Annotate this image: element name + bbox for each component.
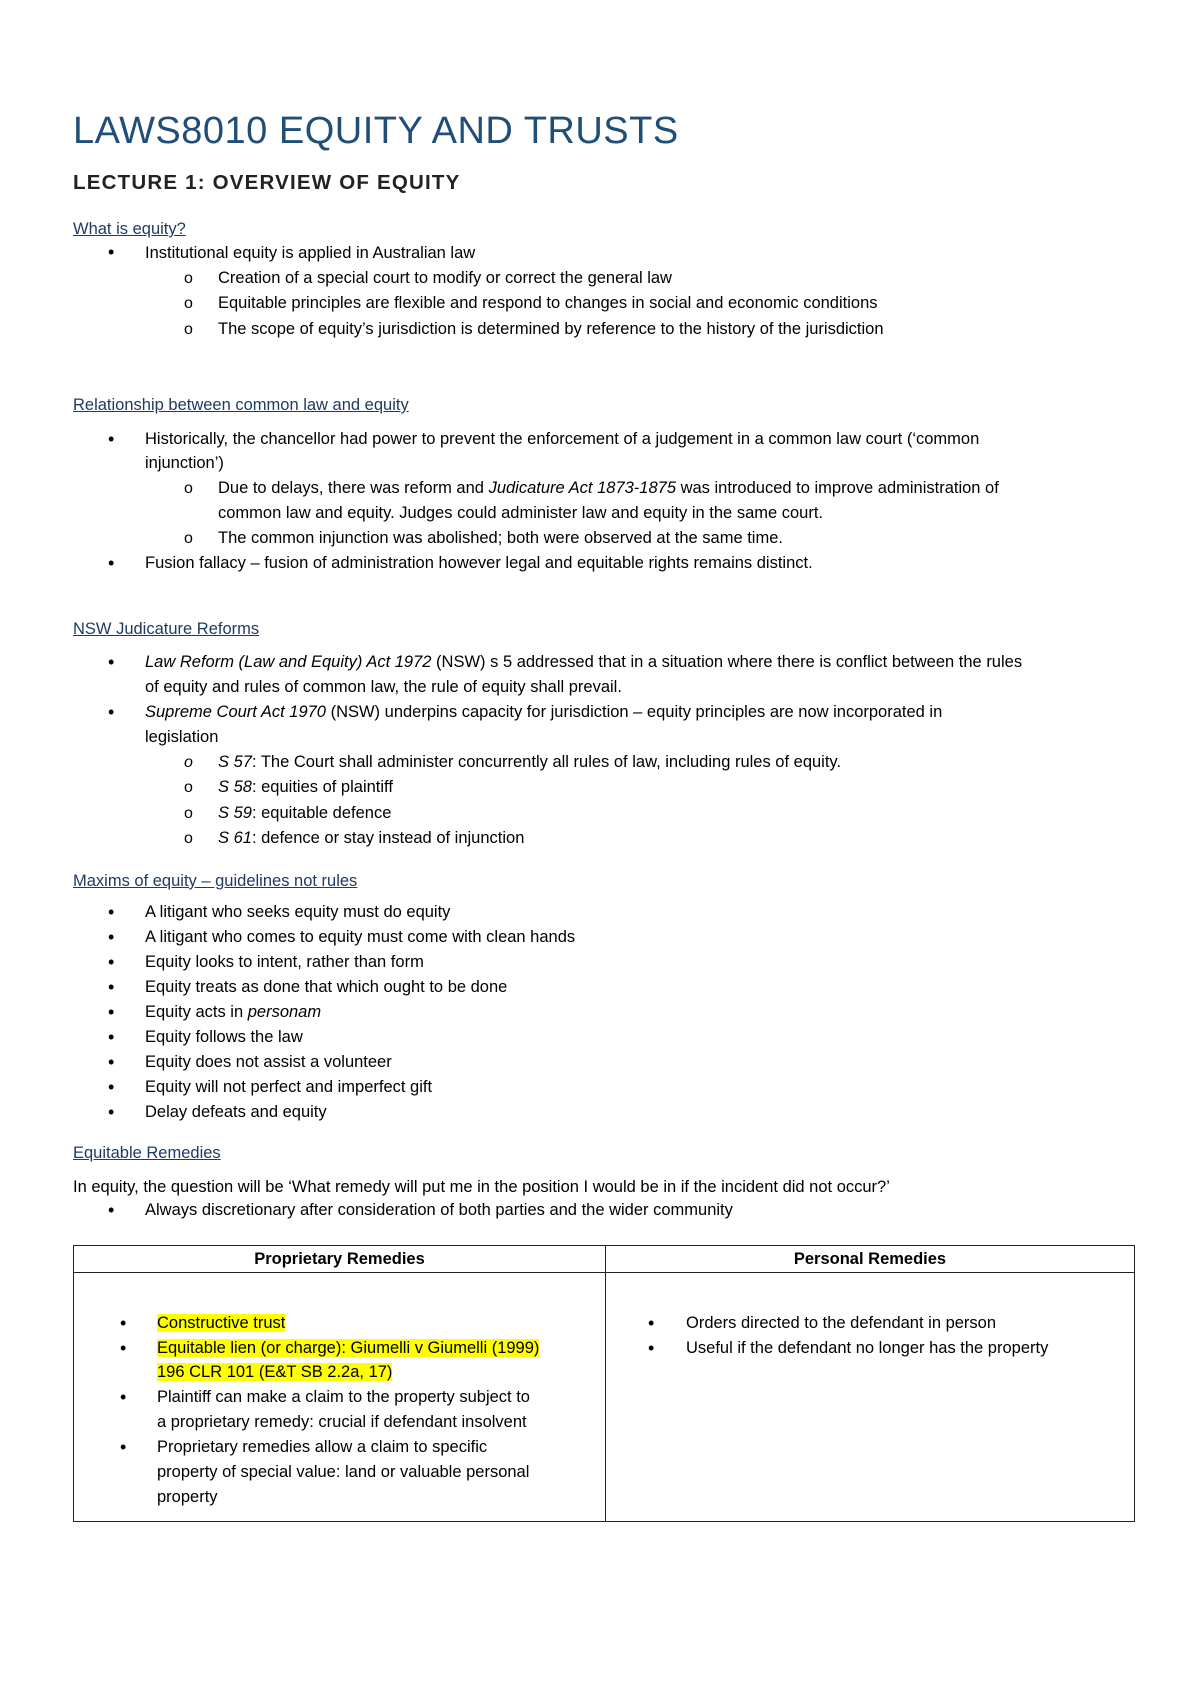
bullet-marker: • bbox=[108, 1052, 115, 1072]
bullet-marker: • bbox=[108, 553, 115, 573]
list-item bbox=[145, 651, 1022, 673]
text-run: was introduced to improve administration of bbox=[676, 479, 999, 497]
section-label: S 61 bbox=[218, 829, 252, 847]
list-item-continuation: common law and equity. Judges could administer law and equity in the same court. bbox=[218, 504, 824, 522]
bullet-marker: • bbox=[108, 952, 115, 972]
remedies-table bbox=[73, 1245, 1135, 1522]
list-item bbox=[218, 477, 999, 499]
list-item-continuation bbox=[157, 1361, 392, 1383]
list-item bbox=[157, 1337, 539, 1359]
section-label: S 59 bbox=[218, 804, 252, 822]
act-name: Law Reform (Law and Equity) Act 1972 bbox=[145, 653, 432, 671]
list-item: Delay defeats and equity bbox=[145, 1103, 327, 1121]
text-run: : The Court shall administer concurrently all rules of law, including rules of equity. bbox=[251, 753, 842, 771]
list-item bbox=[145, 701, 942, 723]
list-item: A litigant who seeks equity must do equity bbox=[145, 903, 451, 921]
section-heading-relationship: Relationship between common law and equity bbox=[73, 396, 409, 414]
list-item: Proprietary remedies allow a claim to specific bbox=[157, 1438, 488, 1456]
list-item bbox=[157, 1312, 285, 1334]
sub-bullet-marker: o bbox=[184, 270, 193, 287]
list-item-continuation: injunction’) bbox=[145, 454, 224, 472]
sub-bullet-marker: o bbox=[184, 321, 193, 338]
highlighted-text: Equitable lien (or charge): Giumelli v Giumelli (1999) bbox=[157, 1339, 540, 1357]
bullet-marker: • bbox=[108, 1077, 115, 1097]
text-run: (NSW) underpins capacity for jurisdiction – equity principles are now incorporated in bbox=[325, 703, 943, 721]
bullet-marker: • bbox=[108, 1002, 115, 1022]
text-run: (NSW) s 5 addressed that in a situation where there is conflict between the rules bbox=[431, 653, 1023, 671]
list-item: Equity looks to intent, rather than form bbox=[145, 953, 424, 971]
list-item-continuation: a proprietary remedy: crucial if defendant insolvent bbox=[157, 1413, 527, 1431]
list-item-continuation: legislation bbox=[145, 728, 219, 746]
bullet-marker: • bbox=[648, 1338, 655, 1358]
list-item bbox=[218, 802, 391, 824]
table-header-row bbox=[74, 1246, 1135, 1273]
column-header-proprietary: Proprietary Remedies bbox=[74, 1246, 606, 1273]
section-label: S 57 bbox=[218, 753, 252, 771]
text-run: : equitable defence bbox=[251, 804, 392, 822]
section-heading-nsw-reforms: NSW Judicature Reforms bbox=[73, 620, 260, 638]
bullet-marker: • bbox=[108, 902, 115, 922]
list-item: Equity does not assist a volunteer bbox=[145, 1053, 392, 1071]
list-item: Equitable principles are flexible and respond to changes in social and economic conditions bbox=[218, 294, 878, 312]
sub-bullet-marker: o bbox=[184, 805, 193, 822]
list-item: Equity follows the law bbox=[145, 1028, 303, 1046]
bullet-marker: • bbox=[108, 1027, 115, 1047]
bullet-marker: • bbox=[120, 1387, 127, 1407]
bullet-marker: • bbox=[120, 1313, 127, 1333]
list-item: Creation of a special court to modify or correct the general law bbox=[218, 269, 672, 287]
bullet-marker: • bbox=[108, 242, 115, 262]
list-item: The common injunction was abolished; both were observed at the same time. bbox=[218, 529, 783, 547]
list-item-continuation: property bbox=[157, 1488, 218, 1506]
document-title: LAWS8010 EQUITY AND TRUSTS bbox=[73, 110, 679, 152]
text-run: Due to delays, there was reform and bbox=[218, 479, 489, 497]
list-item: Useful if the defendant no longer has the property bbox=[686, 1339, 1049, 1357]
list-item: Equity treats as done that which ought to be done bbox=[145, 978, 508, 996]
sub-bullet-marker: o bbox=[184, 295, 193, 312]
bullet-marker: • bbox=[648, 1313, 655, 1333]
list-item: Equity will not perfect and imperfect gift bbox=[145, 1078, 433, 1096]
highlighted-text: Constructive trust bbox=[157, 1314, 286, 1332]
list-item: Historically, the chancellor had power to prevent the enforcement of a judgement in a common law court (‘common bbox=[145, 430, 980, 448]
list-item: The scope of equity’s jurisdiction is determined by reference to the history of the jurisdiction bbox=[218, 320, 884, 338]
list-item: Always discretionary after consideration of both parties and the wider community bbox=[145, 1201, 733, 1219]
list-item bbox=[218, 751, 841, 773]
text-run: : equities of plaintiff bbox=[251, 778, 393, 796]
sub-bullet-marker: o bbox=[184, 480, 193, 497]
lecture-heading: LECTURE 1: OVERVIEW OF EQUITY bbox=[73, 171, 461, 194]
bullet-marker: • bbox=[120, 1338, 127, 1358]
section-heading-what-is-equity: What is equity? bbox=[73, 220, 186, 238]
bullet-marker: • bbox=[120, 1437, 127, 1457]
list-item bbox=[145, 1001, 321, 1023]
latin-term: personam bbox=[247, 1003, 322, 1021]
list-item bbox=[218, 776, 393, 798]
column-header-personal: Personal Remedies bbox=[606, 1246, 1135, 1273]
bullet-marker: • bbox=[108, 1102, 115, 1122]
paragraph: In equity, the question will be ‘What remedy will put me in the position I would be in if the incident did not occur?’ bbox=[73, 1178, 890, 1196]
bullet-marker: • bbox=[108, 1200, 115, 1220]
list-item: Plaintiff can make a claim to the property subject to bbox=[157, 1388, 530, 1406]
list-item: Fusion fallacy – fusion of administration however legal and equitable rights remains distinct. bbox=[145, 554, 813, 572]
bullet-marker: • bbox=[108, 977, 115, 997]
list-item: Institutional equity is applied in Australian law bbox=[145, 244, 476, 262]
proprietary-cell bbox=[74, 1273, 606, 1522]
list-item: A litigant who comes to equity must come with clean hands bbox=[145, 928, 576, 946]
section-heading-maxims: Maxims of equity – guidelines not rules bbox=[73, 872, 358, 890]
bullet-marker: • bbox=[108, 429, 115, 449]
list-item-continuation: property of special value: land or valuable personal bbox=[157, 1463, 530, 1481]
section-heading-remedies: Equitable Remedies bbox=[73, 1144, 221, 1162]
list-item: Orders directed to the defendant in person bbox=[686, 1314, 997, 1332]
sub-bullet-marker: o bbox=[184, 779, 193, 796]
table-row bbox=[74, 1273, 1135, 1522]
act-name: Supreme Court Act 1970 bbox=[145, 703, 326, 721]
bullet-marker: • bbox=[108, 702, 115, 722]
personal-cell bbox=[606, 1273, 1135, 1522]
sub-bullet-marker: o bbox=[184, 754, 193, 771]
list-item-continuation: of equity and rules of common law, the rule of equity shall prevail. bbox=[145, 678, 622, 696]
section-label: S 58 bbox=[218, 778, 252, 796]
case-name: Judicature Act 1873-1875 bbox=[488, 479, 676, 497]
list-item bbox=[218, 827, 524, 849]
highlighted-text: 196 CLR 101 (E&T SB 2.2a, 17) bbox=[157, 1363, 393, 1381]
text-run: Equity acts in bbox=[145, 1003, 248, 1021]
bullet-marker: • bbox=[108, 927, 115, 947]
text-run: : defence or stay instead of injunction bbox=[251, 829, 525, 847]
sub-bullet-marker: o bbox=[184, 830, 193, 847]
sub-bullet-marker: o bbox=[184, 530, 193, 547]
bullet-marker: • bbox=[108, 652, 115, 672]
